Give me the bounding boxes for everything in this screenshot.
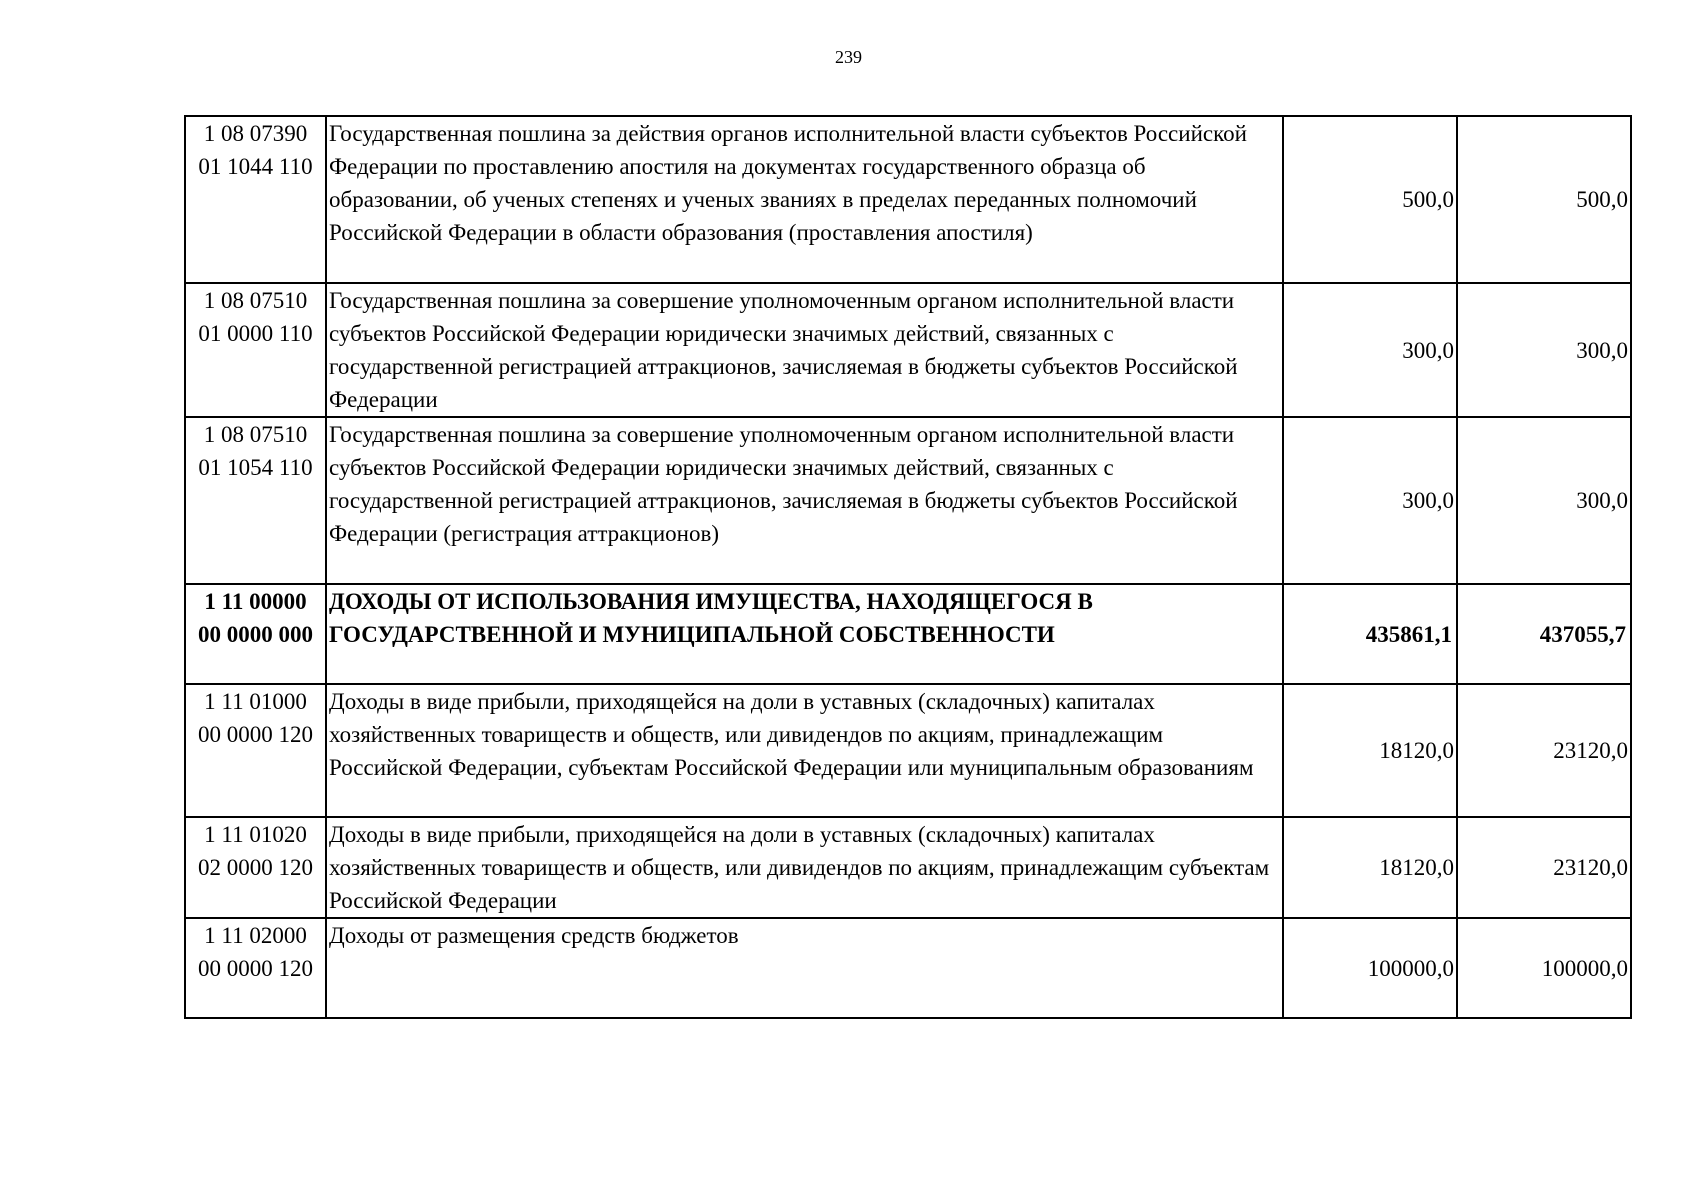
revenue-description: Государственная пошлина за совершение уполномоченным органом исполнительной власти субъектов Российской Федерации юридически значимых действий, связанных с государственной регистрацией аттракционов, зачисляемая в бюджеты субъектов Российской Федерации [326,283,1283,417]
table-row [185,817,1631,918]
page-number: 239 [835,47,862,67]
table-row-section-total [185,584,1631,684]
revenue-code-cell [185,584,326,684]
revenue-code-line: 1 08 07510 [203,422,308,447]
revenue-code-line: 00 0000 000 [198,622,313,647]
table-row [185,116,1631,283]
revenue-description: ДОХОДЫ ОТ ИСПОЛЬЗОВАНИЯ ИМУЩЕСТВА, НАХОДЯЩЕГОСЯ В ГОСУДАРСТВЕННОЙ И МУНИЦИПАЛЬНОЙ СОБСТВЕННОСТИ [326,584,1283,684]
revenue-code-line: 02 0000 120 [198,855,313,880]
revenue-value-1: 435861,1 [1283,584,1457,684]
revenue-code-line: 01 1054 110 [198,455,313,480]
revenue-value-2: 100000,0 [1457,918,1631,1018]
revenue-value-1: 500,0 [1283,116,1457,283]
revenue-value-2: 300,0 [1457,417,1631,584]
revenue-code-line: 01 1044 110 [198,154,313,179]
revenue-code-line: 1 08 07510 [203,288,308,313]
revenue-value-1: 100000,0 [1283,918,1457,1018]
revenue-code-cell [185,116,326,283]
revenue-code-cell [185,918,326,1018]
revenue-description: Государственная пошлина за совершение уполномоченным органом исполнительной власти субъектов Российской Федерации юридически значимых действий, связанных с государственной регистрацией аттракционов, зачисляемая в бюджеты субъектов Российской Федерации (регистрация аттракционов) [326,417,1283,584]
revenue-code-line: 1 11 01000 [204,689,307,714]
revenue-code-line: 1 11 01020 [204,822,307,847]
revenue-value-2: 500,0 [1457,116,1631,283]
revenue-value-2: 23120,0 [1457,684,1631,817]
table-row [185,283,1631,417]
revenue-code-line: 00 0000 120 [198,956,313,981]
revenue-code-cell [185,283,326,417]
revenue-code-line: 1 11 02000 [204,923,307,948]
revenue-code-cell [185,684,326,817]
revenue-description: Доходы в виде прибыли, приходящейся на доли в уставных (складочных) капиталах хозяйственных товариществ и обществ, или дивидендов по акциям, принадлежащим Российской Федерации, субъектам Российской Федерации или муниципальным образованиям [326,684,1283,817]
revenue-value-2: 23120,0 [1457,817,1631,918]
revenue-value-1: 18120,0 [1283,817,1457,918]
budget-revenue-table [184,115,1632,1019]
revenue-code-cell [185,817,326,918]
revenue-value-2: 437055,7 [1457,584,1631,684]
revenue-value-1: 300,0 [1283,283,1457,417]
revenue-code-cell [185,417,326,584]
revenue-description: Государственная пошлина за действия органов исполнительной власти субъектов Российской Федерации по проставлению апостиля на документах государственного образца об образовании, об ученых степенях и ученых званиях в пределах переданных полномочий Российской Федерации в области образования (проставления апостиля) [326,116,1283,283]
table-row [185,417,1631,584]
revenue-code-line: 01 0000 110 [198,321,313,346]
revenue-value-1: 18120,0 [1283,684,1457,817]
revenue-value-2: 300,0 [1457,283,1631,417]
revenue-code-line: 1 08 07390 [203,121,308,146]
revenue-value-1: 300,0 [1283,417,1457,584]
revenue-code-line: 1 11 00000 [204,589,307,614]
revenue-code-line: 00 0000 120 [198,722,313,747]
table-row [185,684,1631,817]
table-row [185,918,1631,1018]
revenue-description: Доходы в виде прибыли, приходящейся на доли в уставных (складочных) капиталах хозяйственных товариществ и обществ, или дивидендов по акциям, принадлежащим субъектам Российской Федерации [326,817,1283,918]
revenue-description: Доходы от размещения средств бюджетов [326,918,1283,1018]
